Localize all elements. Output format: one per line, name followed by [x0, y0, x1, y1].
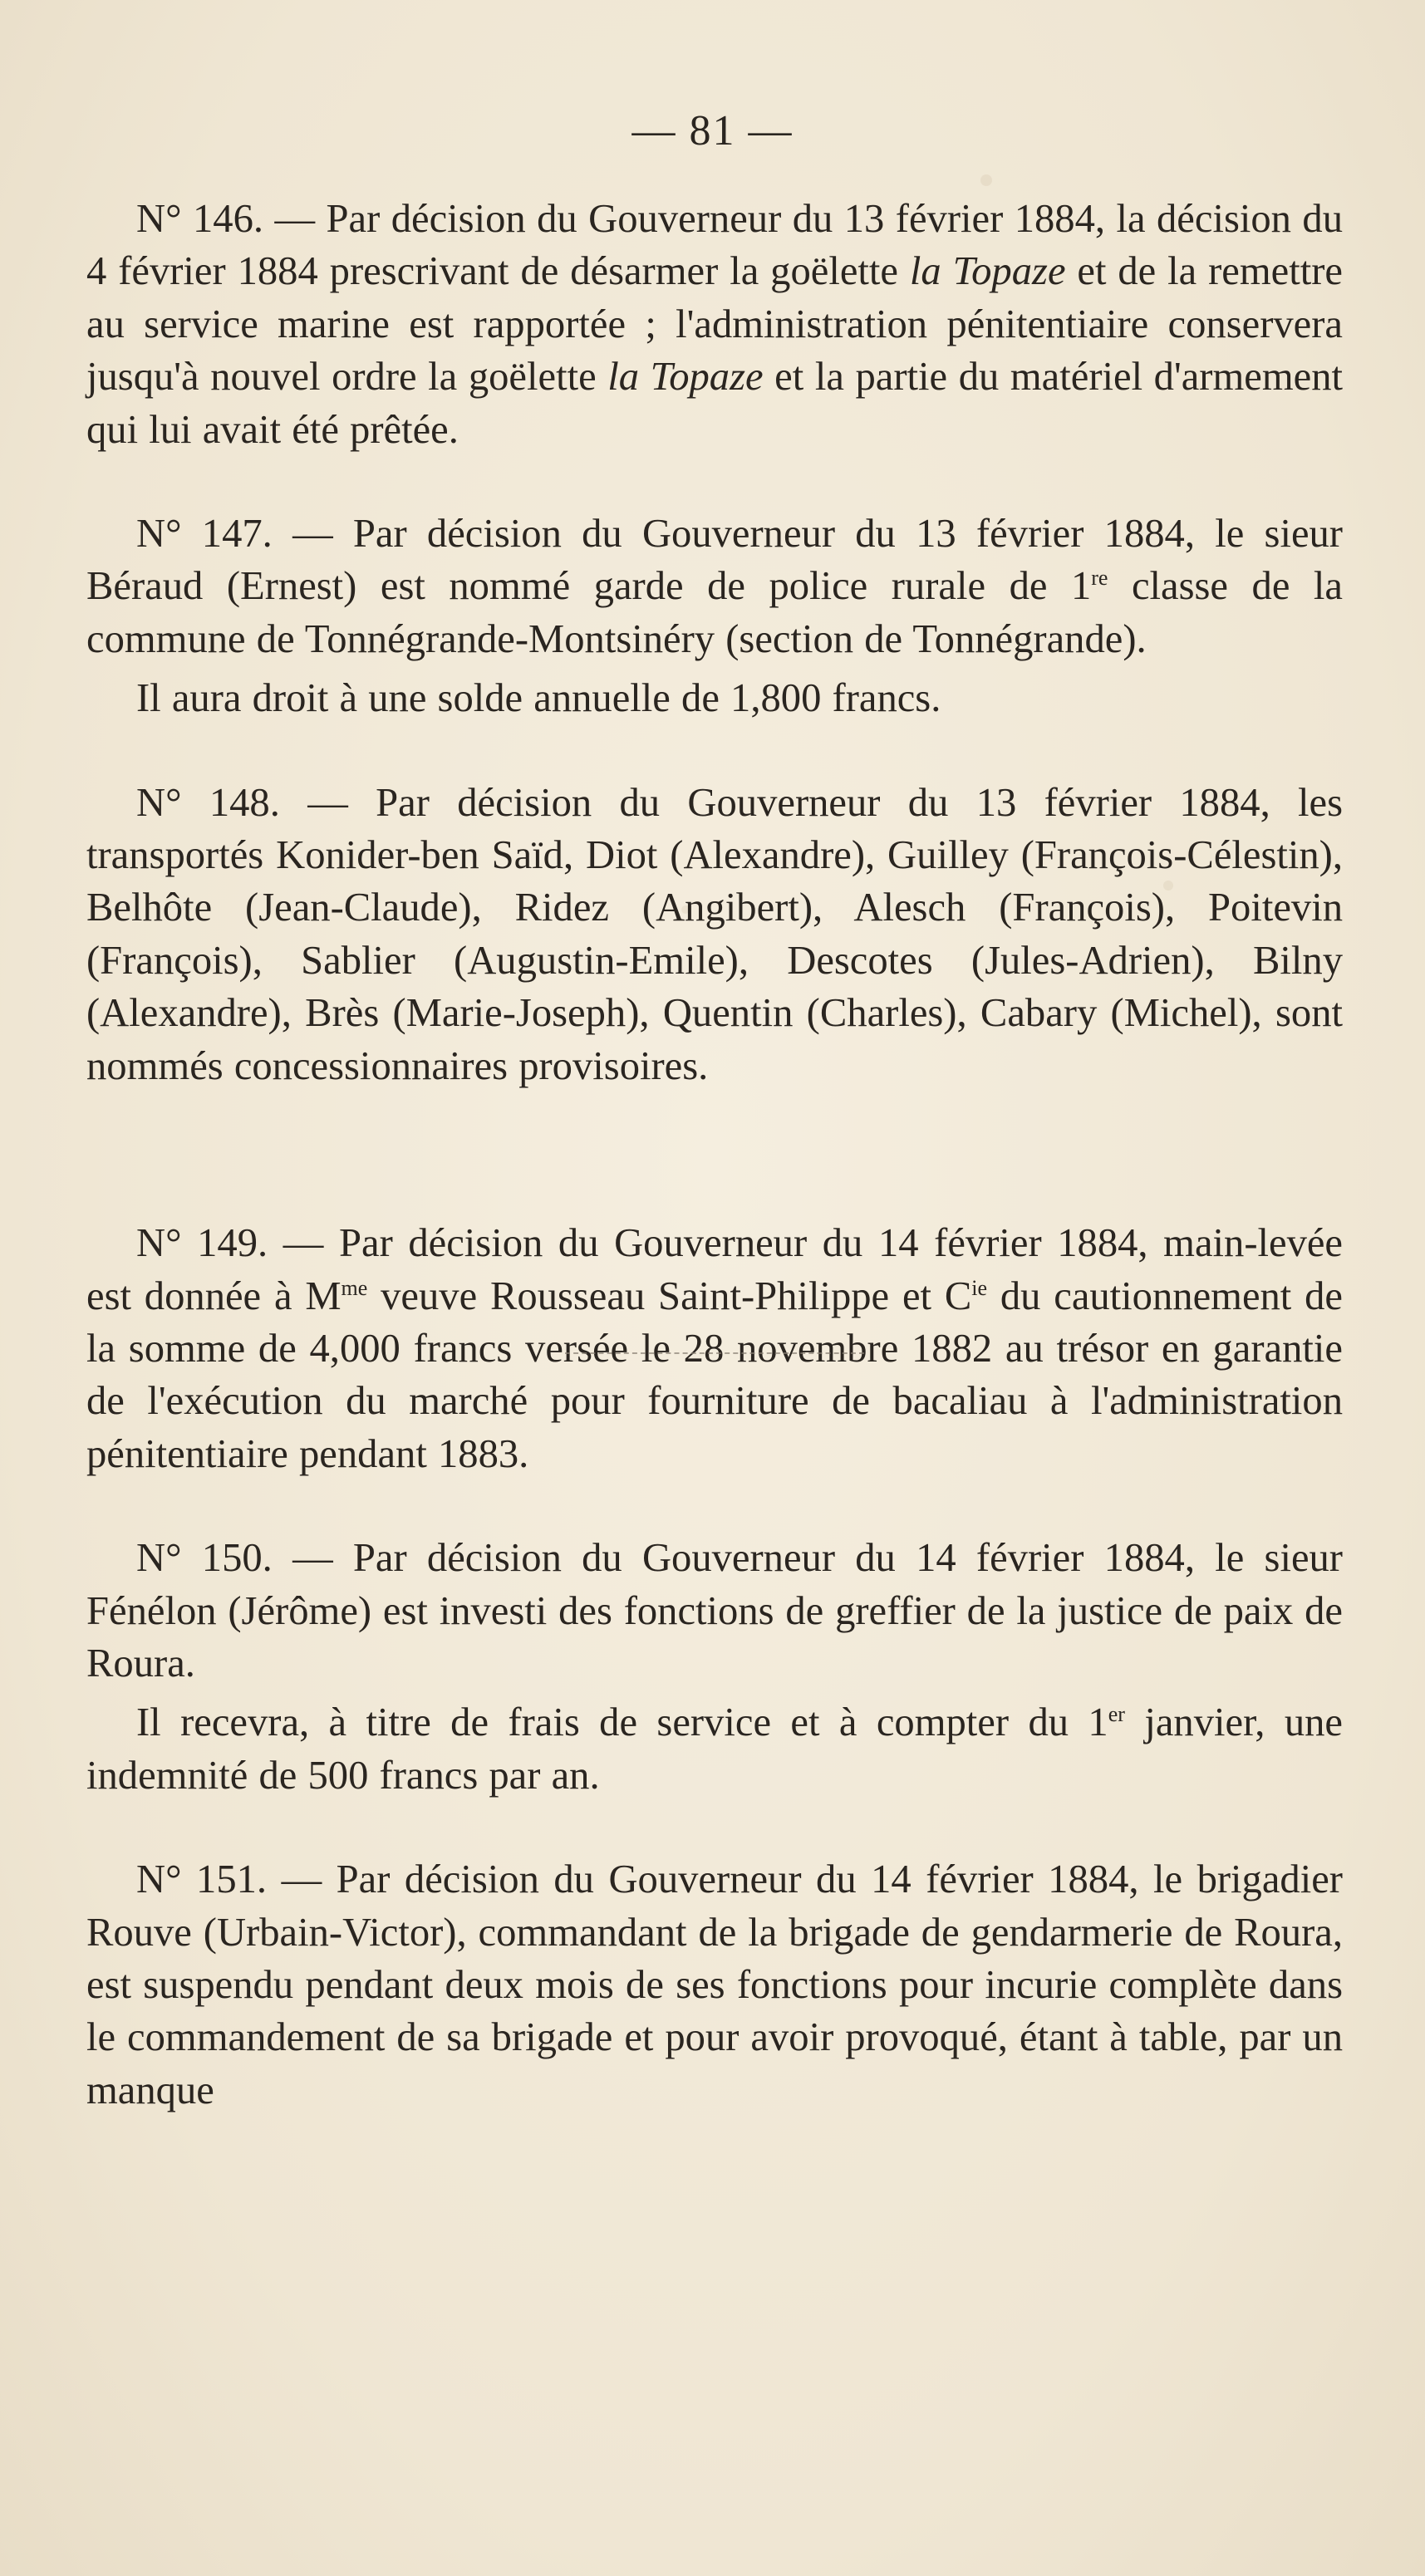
entry-paragraph [86, 193, 1343, 456]
entry-paragraph [86, 1532, 1343, 1690]
entry-text: Par décision du Gouverneur du 14 février 1884, main-levée est donnée à M [86, 1220, 1344, 1318]
entry-number: N° 150. [136, 1535, 273, 1581]
entry-text: du cautionnement de la somme de 4,000 francs versée le 28 novembre 1882 au trésor en garantie de l'exécution du marché pour fourniture de bacaliau à l'administration pénitentiaire pendant 1883. [86, 1273, 1343, 1476]
entry-number: N° 148. [136, 779, 280, 825]
entry-text: veuve Rousseau Saint-Philippe et C [367, 1273, 972, 1318]
section-divider [565, 1352, 864, 1354]
decision-entry-150 [86, 1532, 1343, 1802]
entry-number: N° 149. [136, 1220, 268, 1266]
paper-spot [980, 174, 992, 186]
entry-text: janvier, une indemnité de 500 francs par an. [86, 1700, 1344, 1798]
page-number: — 81 — [631, 107, 794, 155]
entry-paragraph [86, 777, 1343, 1092]
entry-text: classe de la commune de Tonnégrande-Montsinéry (section de Tonnégrande). [86, 563, 1343, 661]
em-dash: — [307, 779, 348, 825]
entry-text: et de la remettre au service marine est rapportée ; l'administration pénitentiaire conservera jusqu'à nouvel ordre la goëlette [86, 248, 1343, 400]
ordinal-superscript: re [1091, 566, 1108, 591]
entry-text: Par décision du Gouverneur du 14 février 1884, le brigadier Rouve (Urbain-Victor), commandant de la brigade de gendarmerie de Roura, est suspendu pendant deux mois de ses fonctions pour incurie complète dans le commandement de sa brigade et pour avoir provoqué, étant à table, par un manque [86, 1857, 1343, 2112]
entry-text: Il recevra, à titre de frais de service et à compter du 1 [136, 1700, 1108, 1745]
entry-paragraph [86, 1217, 1343, 1480]
em-dash: — [292, 1535, 333, 1581]
entry-paragraph [86, 508, 1343, 665]
ship-name: la Topaze [909, 248, 1066, 294]
entry-paragraph-secondary [86, 1696, 1343, 1802]
page-body [86, 193, 1343, 2168]
em-dash: — [283, 1220, 324, 1266]
em-dash: — [274, 196, 316, 241]
abbreviation-superscript: ie [971, 1275, 988, 1300]
entry-text: Par décision du Gouverneur du 13 février 1884, la décision du 4 février 1884 prescrivant de désarmer la goëlette [86, 196, 1343, 294]
entry-paragraph [86, 1853, 1343, 2117]
entry-number: N° 147. [136, 511, 273, 557]
entry-text: Par décision du Gouverneur du 14 février 1884, le sieur Fénélon (Jérôme) est investi des fonctions de greffier de la justice de paix de Roura. [86, 1535, 1343, 1685]
decision-entry-151 [86, 1853, 1343, 2117]
decision-entry-146 [86, 193, 1343, 456]
ordinal-superscript: er [1108, 1702, 1125, 1727]
decision-entry-147 [86, 508, 1343, 725]
entry-number: N° 151. [136, 1857, 268, 1902]
ship-name: la Topaze [607, 354, 764, 400]
entry-text: Par décision du Gouverneur du 13 février 1884, le sieur Béraud (Ernest) est nommé garde de police rurale de 1 [86, 511, 1343, 609]
em-dash: — [292, 511, 333, 557]
entry-paragraph-secondary: Il aura droit à une solde annuelle de 1,800 francs. [136, 675, 941, 721]
entry-number: N° 146. [136, 196, 264, 241]
entry-text: Par décision du Gouverneur du 13 février 1884, les transportés Konider-ben Saïd, Diot (Alexandre), Guilley (François-Célestin), Belhôte (Jean-Claude), Ridez (Angibert), Alesch (François), Poitevin (François), Sablier (Augustin-Emile), Descotes (Jules-Adrien), Bilny (Alexandre), Brès (Marie-Joseph), Quentin (Charles), Cabary (Michel), sont nommés concessionnaires provisoires. [86, 779, 1344, 1088]
decision-entry-149 [86, 1217, 1343, 1480]
em-dash: — [281, 1857, 322, 1902]
abbreviation-superscript: me [341, 1275, 368, 1300]
decision-entry-148 [86, 777, 1343, 1092]
entry-text: et la partie du matériel d'armement qui lui avait été prêtée. [86, 354, 1343, 452]
